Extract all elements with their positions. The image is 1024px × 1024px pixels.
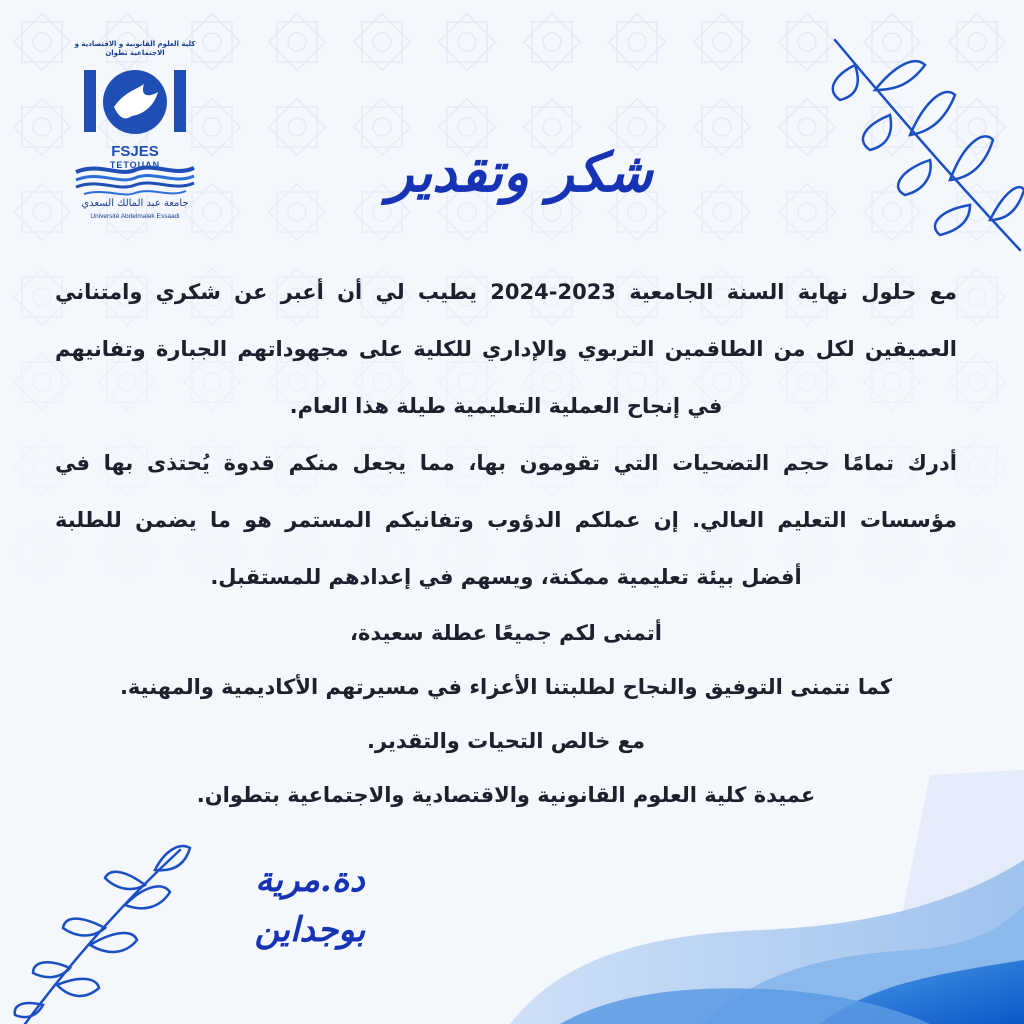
logo-university-arabic: جامعة عبد المالك السعدي — [81, 198, 189, 209]
leaf-branch-top-right-icon — [815, 30, 1024, 255]
leaf-branch-bottom-left-icon — [5, 840, 205, 1024]
line-holiday-wish: أتمنى لكم جميعًا عطلة سعيدة، — [349, 621, 662, 645]
dove-emblem-icon — [74, 62, 196, 202]
logo-abbreviation: FSJES — [111, 143, 159, 160]
line-greetings: مع خالص التحيات والتقدير. — [366, 729, 646, 753]
line-student-success: كما نتمنى التوفيق والنجاح لطلبتنا الأعزاء في مسيرتهم الأكاديمية والمهنية. — [119, 675, 893, 699]
logo-faculty-name: كلية العلوم القانونية و الاقتصادية و الاجتماعية تطوان — [74, 40, 196, 57]
logo-city: TETOUAN — [109, 160, 161, 170]
line-sender: عميدة كلية العلوم القانونية والاقتصادية والاجتماعية بتطوان. — [196, 783, 816, 807]
page-title: شكر وتقدير — [387, 140, 653, 204]
signature-line-name: بوجداين — [254, 910, 366, 950]
paragraph-acknowledgement: أدرك تمامًا حجم التضحيات التي تقومون بها، مما يجعل منكم قدوة يُحتذى بها في مؤسسات التعليم العالي. إن عملكم الدؤوب وتفانيكم المستمر هو ما يضمن للطلبة أفضل بيئة تعليمية ممكنة، ويسهم في إعدادهم للمستقبل. — [55, 451, 957, 589]
university-logo — [60, 40, 210, 230]
signature-line-title: دة.مرية — [255, 860, 365, 900]
letter-body — [55, 264, 957, 822]
logo-university-french: Université Abdelmalek Essaadi — [90, 213, 180, 220]
signature — [230, 855, 390, 955]
paragraph-gratitude: مع حلول نهاية السنة الجامعية 2023-2024 يطيب لي أن أعبر عن شكري وامتناني العميقين لكل من الطاقمين التربوي والإداري للكلية على مجهوداتهم الجبارة وتفانيهم في إنجاح العملية التعليمية طيلة هذا العام. — [55, 280, 957, 418]
